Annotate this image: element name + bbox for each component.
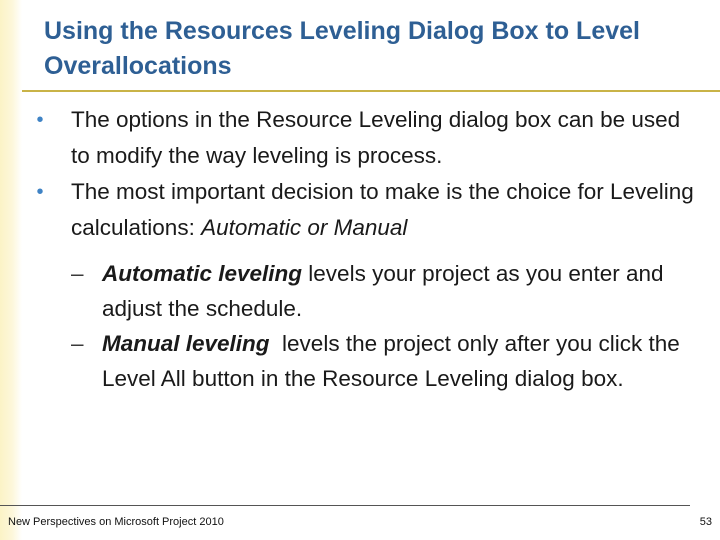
bullet-text: The most important decision to make is the choice for Leveling calculations: — [71, 179, 694, 240]
slide-body — [30, 102, 700, 396]
bullet-item — [30, 174, 700, 246]
bullet-item — [30, 102, 700, 174]
bullet-icon: • — [36, 181, 44, 203]
dash-icon: – — [71, 331, 84, 356]
page-number: 53 — [699, 516, 712, 528]
title-divider — [22, 90, 720, 92]
sub-bullet-item — [30, 326, 700, 396]
left-accent-bar — [0, 0, 22, 540]
dash-icon: – — [71, 261, 84, 286]
slide-title: Using the Resources Leveling Dialog Box to Level Overallocations — [44, 17, 640, 80]
bullet-text: The options in the Resource Leveling dialog box can be used to modify the way leveling is process. — [71, 107, 681, 168]
sub-bullet-text: levels the project only after you click the Level All button in the Resource Leveling dialog box. — [102, 331, 687, 391]
sub-bullet-item — [30, 256, 700, 326]
footer-divider — [0, 505, 690, 506]
sub-bullet-term: Automatic leveling — [102, 261, 303, 286]
footer-text: New Perspectives on Microsoft Project 2010 — [8, 516, 224, 528]
sub-bullet-text: levels your project as you enter and adjust the schedule. — [102, 261, 664, 321]
sub-bullet-term: Manual leveling — [102, 331, 270, 356]
bullet-italic-text: Automatic or Manual — [201, 215, 408, 240]
bullet-icon: • — [36, 109, 44, 131]
